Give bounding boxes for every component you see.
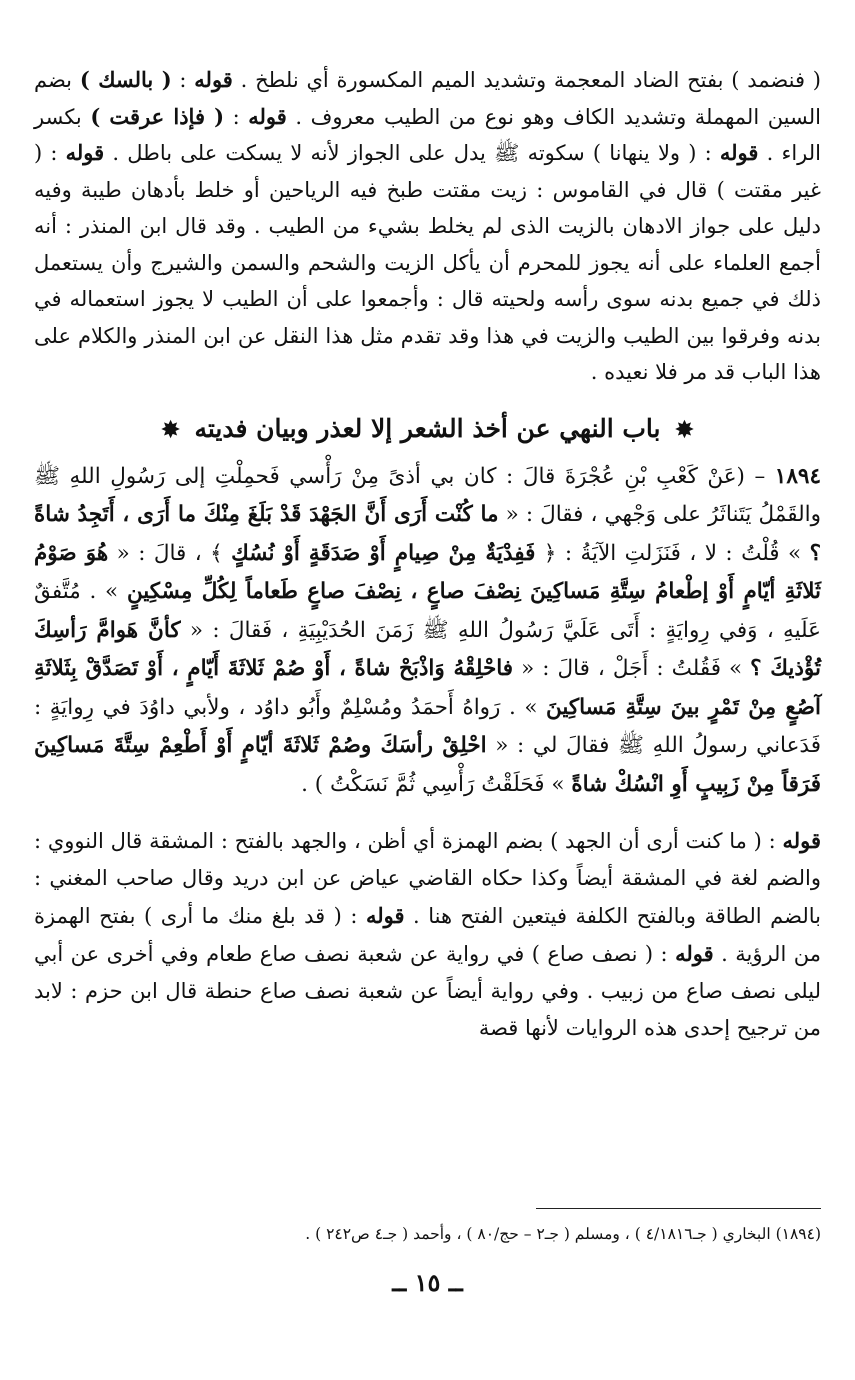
keyword-qawluh: قوله bbox=[675, 941, 714, 966]
quran-verse: فَفِدْيَةٌ مِنْ صِيامٍ أَوْ صَدَقَةٍ أَوْ نُسُكٍ bbox=[231, 540, 536, 566]
text-run: ( فنضمد ) بفتح الضاد المعجمة وتشديد الميم المكسورة أي نلطخ . bbox=[232, 68, 821, 92]
chapter-heading bbox=[34, 409, 821, 450]
footnote: (١٨٩٤) البخاري ( جـ٤/١٨١٦ ) ، ومسلم ( جـ٢ – حج/٨٠ ) ، وأحمد ( جـ٤ ص٢٤٢ ) . bbox=[305, 1225, 821, 1243]
chapter-title: باب النهي عن أخذ الشعر إلا لعذر وبيان فديته bbox=[194, 413, 661, 443]
page-body bbox=[34, 62, 821, 1047]
text-run: : bbox=[171, 68, 195, 92]
prophet-quote: احْلِقْ رأسَكَ وصُمْ ثَلاثَةَ أيّامٍ أَوْ أَطْعِمْ سِتَّةَ مَساكِينَ فَرَقاً مِنْ زَبِيبٍ أَوِ انْسُكْ شاةً bbox=[34, 733, 821, 797]
top-paragraph bbox=[34, 62, 821, 391]
prophet-quote: كأنَّ هَوامَّ رَأسِكَ تُؤْذيكَ ؟ bbox=[34, 617, 821, 681]
keyword-qawluh: قوله bbox=[65, 140, 105, 165]
text-run: : ( قد بلغ منك ما أرى ) بفتح الهمزة من الرؤية . bbox=[34, 904, 821, 966]
text-run: : ( ما كنت أرى أن الجهد ) بضم الهمزة أي أظن ، والجهد بالفتح : المشقة قال النووي : والضم لغة في المشقة أيضاً وكذا حكاه القاضي عياض عن ابن دريد وقال صاحب المغني : بالضم الطاقة وبالفتح الكلفة فيتعين الفتح هنا . bbox=[34, 829, 821, 928]
prophet-quote: فاحْلِقْهُ وَاذْبَحْ شاةً ، أَوْ صُمْ ثَلاثَةَ أَيّامٍ ، أَوْ تَصَدَّقْ بِثَلاثَةِ آصُعٍ مِنْ تَمْرٍ بينَ سِتَّةِ مَساكِينَ bbox=[34, 656, 821, 720]
ornament-icon: ✸ bbox=[675, 416, 694, 443]
text-run: » . مُتَّفقٌ عَلَيهِ ، وَفي رِوايَةٍ : أَتَى عَلَيَّ رَسُولُ اللهِ ﷺ زَمَنَ الحُدَيْبِيَةِ ، فَقالَ : « bbox=[34, 579, 822, 643]
quoted-term: ( فإذا عرقت ) bbox=[90, 103, 225, 129]
text-run: بكسر الراء . bbox=[34, 104, 821, 165]
footnote-divider bbox=[536, 1208, 821, 1209]
text-run: : ( ولا ينهانا ) سكوته ﷺ يدل على الجواز لأنه لا يسكت على باطل . bbox=[104, 141, 720, 165]
keyword-qawluh: قوله bbox=[782, 828, 821, 853]
commentary-paragraph bbox=[34, 822, 821, 1047]
text-run: : bbox=[224, 104, 249, 129]
prophet-quote: هُوَ صَوْمُ ثَلاثَةِ أيّامٍ أَوْ إطْعامُ سِتَّةِ مَساكِينَ نِصْفَ صاعٍ ، نِصْفَ صاعٍ طَعاماً لِكُلِّ مِسْكِينٍ bbox=[34, 540, 822, 604]
text-run: ﴾ ، قالَ : « bbox=[108, 540, 232, 566]
keyword-qawluh: قوله bbox=[248, 103, 287, 129]
keyword-qawluh: قوله bbox=[194, 67, 233, 92]
ornament-icon: ✸ bbox=[161, 416, 180, 443]
text-run: : ( غير مقتت ) قال في القاموس : زيت مقتت طبخ فيه الرياحين أو خلط بأدهان طيبة وفيه دليل على جواز الادهان بالزيت الذى لم يخلط بشيء من الطيب . وقد قال ابن المنذر : أنه أجمع العلماء على أنه يجوز للمحرم أن يأكل الزيت والشحم والسمن والشيرج وأن يستعمل ذلك في جميع بدنه سوى رأسه ولحيته قال : وأجمعوا على أن الطيب لا يجوز استعماله في بدنه وفرقوا بين الطيب والزيت في هذا وقد تقدم مثل هذا النقل عن ابن المنذر والكلام على هذا الباب قد مر فلا نعيده . bbox=[34, 141, 821, 384]
text-run: » فَقُلتُ : أَجَلْ ، قالَ : « bbox=[513, 656, 751, 681]
keyword-qawluh: قوله bbox=[719, 140, 759, 165]
keyword-qawluh: قوله bbox=[365, 903, 405, 928]
text-run: » قُلْتُ : لا ، فَنَزَلتِ الآيَةُ : ﴿ bbox=[535, 540, 810, 566]
text-run: بضم السين المهملة وتشديد الكاف وهو نوع من الطيب معروف . bbox=[34, 68, 821, 129]
text-run: – (عَنْ كَعْبِ بْنِ عُجْرَةَ قالَ : كان بي أذىً مِنْ رَأْسي فَحمِلْتِ إلى رَسُولِ اللهِ ﷺ والقَمْلُ يَتَناثَرُ على وَجْهي ، فقالَ : « bbox=[34, 463, 821, 527]
text-run: : ( نصف صاع ) في رواية عن شعبة نصف صاع طعام وفي أخرى عن أبي ليلى نصف صاع من زبيب . وفي رواية أيضاً عن شعبة نصف صاع حنطة قال ابن حزم : لابد من ترجيح إحدى هذه الروايات لأنها قصة bbox=[34, 942, 821, 1040]
hadith-number: ١٨٩٤ bbox=[774, 463, 821, 489]
hadith-text bbox=[34, 458, 821, 805]
quoted-term: ( بالسك ) bbox=[79, 67, 172, 92]
text-run: » . رَواهُ أَحمَدُ ومُسْلِمٌ وأَبُو داوُد ، ولأبي داوُدَ في رِوايَةٍ : فَدَعاني رسولُ اللهِ ﷺ فقالَ لي : « bbox=[34, 694, 821, 758]
text-run: » فَحَلَقْتُ رَأْسِي ثُمَّ نَسَكْتُ ) . bbox=[301, 771, 572, 797]
page-number: ــ ١٥ ــ bbox=[392, 1268, 463, 1297]
prophet-quote: ما كُنْت أَرَى أَنَّ الجَهْدَ قَدْ بَلَغَ مِنْكَ ما أَرَى ، أَتَجِدُ شاةً ؟ bbox=[34, 502, 822, 566]
